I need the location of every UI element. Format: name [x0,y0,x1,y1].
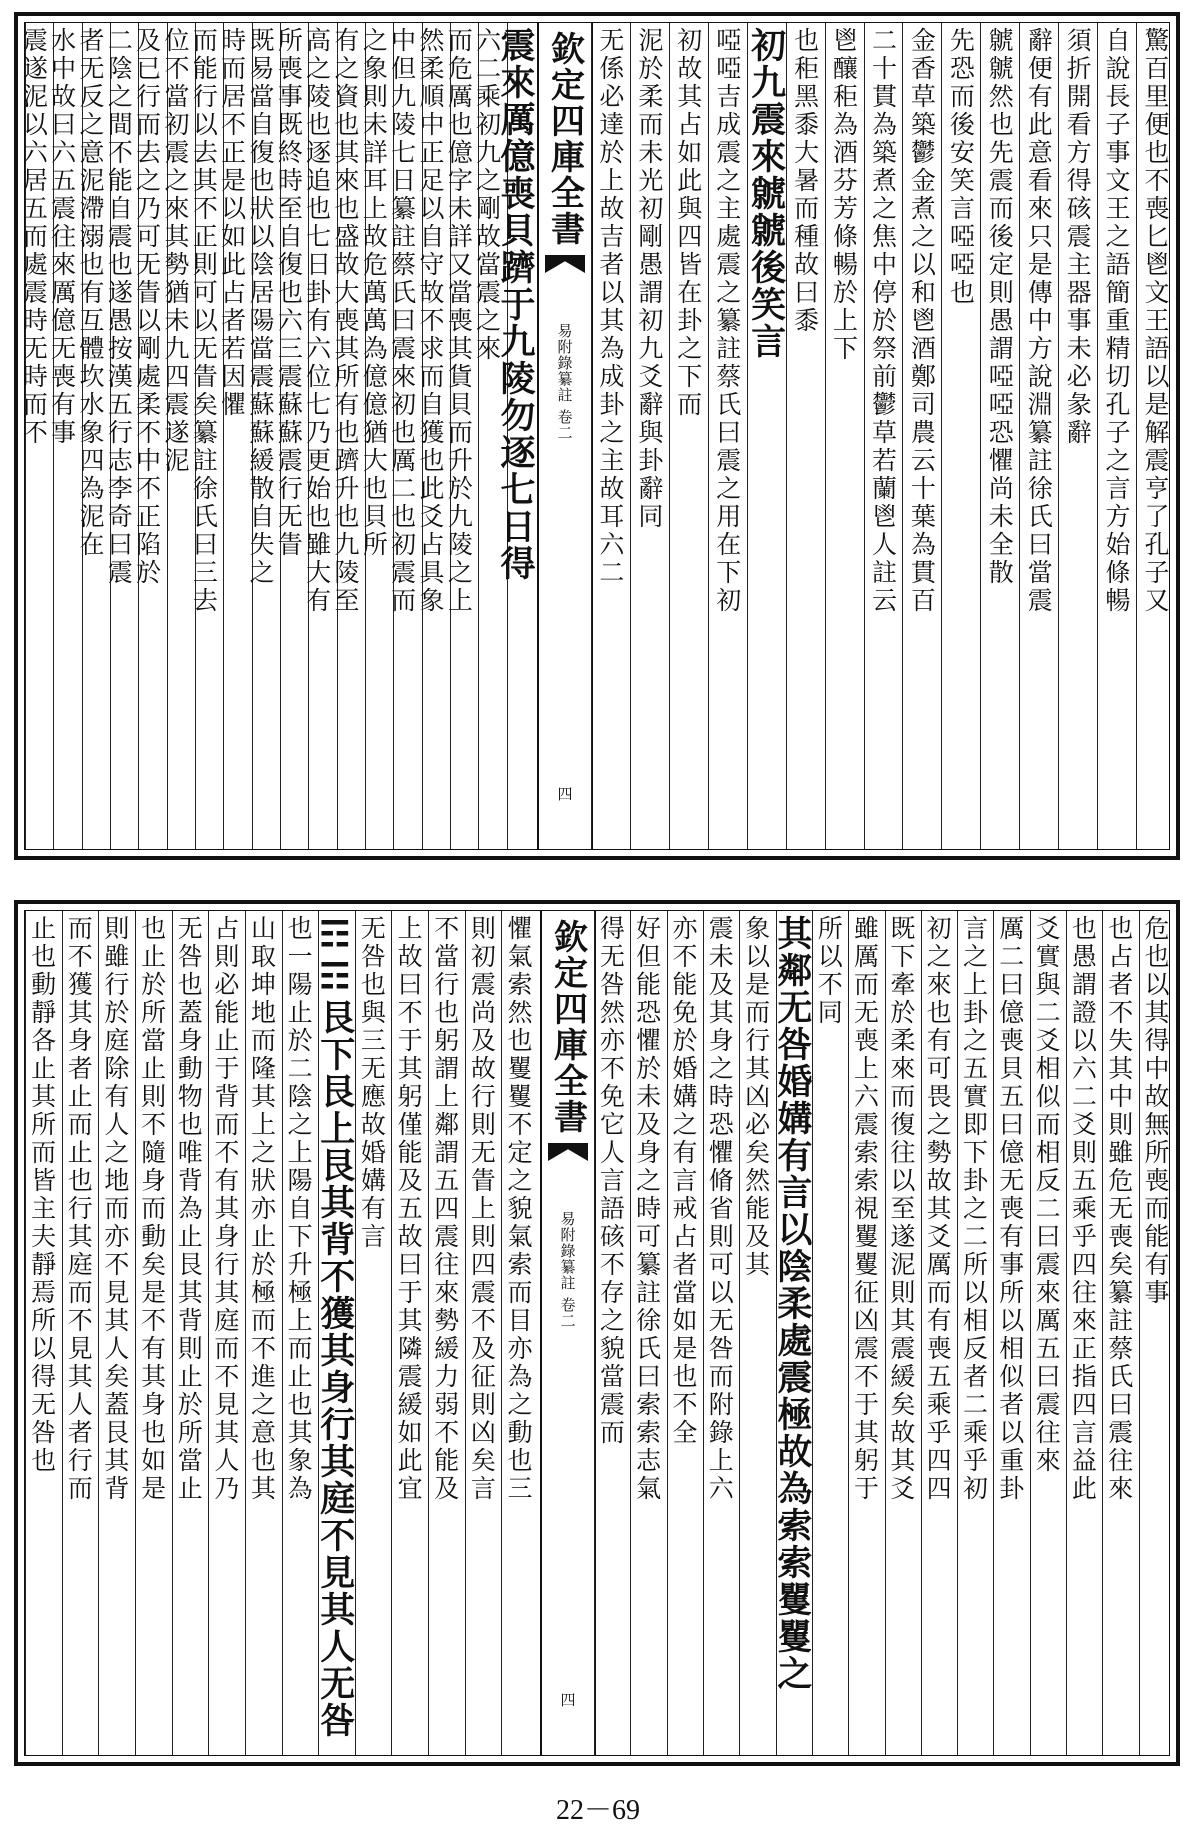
column-text: 懼氣索然也矍矍不定之貌氣索而目亦為之動也三 [503,915,533,1503]
spine-volume-note: 易附錄纂註 卷二 [558,1211,577,1329]
column-text: 虩虩然也先震而後定則愚謂啞啞恐懼尚未全散 [985,27,1015,587]
column-text: 震來厲億喪貝躋于九陵勿逐七日得 [494,27,536,582]
text-column [245,23,281,849]
text-column [864,23,904,849]
column-text: 啞啞吉成震之主處震之纂註蔡氏曰震之用在下初 [712,27,742,615]
column-text: 也一陽止於二陰之上陽自下升極上而止也其象為 [284,915,314,1503]
column-text: 厲二曰億喪貝五曰億无喪有事所以相似者以重卦 [995,915,1025,1503]
text-column [667,911,704,1755]
column-text: 无咎也蓋身動物也唯背為止艮其背則止於所當止 [174,915,204,1503]
text-column [630,23,670,849]
text-column [62,911,100,1755]
text-column [428,911,466,1755]
column-text: 既下牽於柔來而復往以至遂泥則其震緩矣故其爻 [886,915,916,1503]
column-text: 好但能恐懼於未及身之時可纂註徐氏曰索索志氣 [632,915,662,1503]
column-text: 止也動靜各止其所而皆主夫靜焉所以得无咎也 [27,915,57,1475]
text-column [885,911,922,1755]
top-spine [537,23,593,849]
page-footer-number: 22－69 [555,1795,640,1826]
text-column [104,23,139,849]
bottom-text-columns [25,911,1169,1755]
column-text: 而危厲也億字未詳又當喪其貨貝而升於九陵之上 [444,27,474,615]
text-column [848,911,885,1755]
column-text: 金香草築鬱金煮之以和鬯酒鄭司農云十葉為貫百 [907,27,937,615]
column-text: 者无反之意泥滯溺也有互體坎水象四為泥在 [75,27,105,559]
spine-volume-note: 易附錄纂註 卷二 [555,323,574,441]
column-text: 有之資也其來也盛故大喪其所有也躋升也九陵至 [330,27,360,615]
text-column [501,911,539,1755]
text-column [444,23,479,849]
text-column [465,911,503,1755]
text-column [1139,911,1176,1755]
column-text: 不當行也躬謂上鄰謂五四震往來勢緩力弱不能及 [430,915,460,1503]
text-column [47,23,82,849]
text-column [25,911,63,1755]
column-text: 水中故曰六五震往來厲億无喪有事 [47,27,77,447]
text-column [132,23,167,849]
text-column [771,911,813,1755]
column-text: 象以是而行其凶必矣然能及其 [741,915,771,1279]
column-text: 驚百里便也不喪匕鬯文王語以是解震亨了孔子又 [1140,27,1170,615]
text-column [1066,911,1103,1755]
column-text: 既易當自復也狀以陰居陽當震蘇蘇緩散自失之 [245,27,275,587]
text-column [594,911,631,1755]
column-text: 无係必達於上故吉者以其為成卦之主故耳六二 [595,27,625,587]
column-text: 其鄰无咎婚媾有言以陰柔處震極故為索索矍矍之 [771,915,813,1692]
column-text: 泥於柔而未光初剛愚謂初九爻辭與卦辭同 [634,27,664,531]
text-column [957,911,994,1755]
spine-title: 欽定四庫全書 [544,31,585,247]
text-column [330,23,366,849]
text-column [160,23,196,849]
text-column [1030,911,1067,1755]
text-column [274,23,309,849]
column-text: 二陰之間不能自震也遂愚按漢五行志李奇曰震 [104,27,134,587]
text-column [1136,23,1176,849]
column-text: 也愚謂證以六二爻則五乘乎四往來正指四言益此 [1068,915,1098,1503]
spine-page-number: 四 [558,1692,577,1707]
text-column [902,23,942,849]
fish-tail-ornament [545,255,585,273]
text-column [739,911,776,1755]
top-page-frame [14,12,1180,860]
text-column [1058,23,1098,849]
spine-title: 欽定四庫全書 [547,919,588,1135]
text-column [494,23,536,849]
text-column [630,911,667,1755]
column-text: 所喪事既終時至自復也六三震蘇蘇震行无眚 [274,27,304,559]
text-column [98,911,136,1755]
text-column [921,911,958,1755]
column-text: 鬯釀秬為酒芬芳條暢於上下 [829,27,859,363]
text-column [1102,911,1139,1755]
column-text: 之象則未詳耳上故危萬萬為億億猶大也貝所 [359,27,389,559]
column-text: 二十貫為築煮之焦中停於祭前鬱草若蘭鬯人註云 [868,27,898,615]
column-text: 亦不能免於婚媾之有言戒占者當如是也不全 [668,915,698,1447]
column-text: 辭便有此意看來只是傳中方說淵纂註徐氏曰當震 [1024,27,1054,615]
text-column [359,23,394,849]
column-text: 則初震尚及故行則无眚上則四震不及征則凶矣言 [467,915,497,1503]
text-column [208,911,246,1755]
text-column [980,23,1020,849]
text-column [786,23,826,849]
column-text: 初九震來虩虩後笑言 [745,27,787,360]
column-text: 得无咎然亦不免它人言語硋不存之貌當震而 [596,915,626,1447]
text-column [812,911,849,1755]
text-column [135,911,173,1755]
column-text: 須折開看方得硋震主器事未必彖辭 [1063,27,1093,447]
text-column [703,911,740,1755]
text-column [993,911,1030,1755]
text-column [825,23,865,849]
text-column [1019,23,1059,849]
text-column [314,911,356,1755]
text-column [245,911,283,1755]
text-column [355,911,393,1755]
column-text: 也秬黑黍大暑而種故曰黍 [790,27,820,335]
column-text: 无咎也與三无應故婚媾有言 [357,915,387,1251]
fish-tail-ornament [548,1143,588,1161]
text-column [591,23,631,849]
column-text: 先恐而後安笑言啞啞也 [946,27,976,307]
column-text: 上故曰不于其躬僅能及五故曰于其隣震緩如此宜 [394,915,424,1503]
text-column [172,911,210,1755]
column-text: 六二乘初九之剛故當震之來 [472,27,502,363]
column-text: 中但九陵七日纂註蔡氏曰震來初也厲二也初震而 [387,27,417,615]
text-column [472,23,507,849]
text-column [217,23,252,849]
text-column [1097,23,1137,849]
column-text: 初之來也有可畏之勢故其爻厲而有喪五乘乎四四 [923,915,953,1503]
top-page-border [19,22,1170,850]
column-text: 所以不同 [814,915,844,1027]
column-text: 時而居不正是以如此占者若因懼 [217,27,247,419]
text-column [189,23,224,849]
top-text-columns [19,23,1170,849]
bottom-spine [540,911,596,1755]
column-text: 則雖行於庭除有人之地而亦不見其人矣蓋艮其背 [100,915,130,1503]
text-column [19,23,54,849]
column-text: 占則必能止于背而不有其身行其庭而不見其人乃 [210,915,240,1503]
column-text: 及已行而去之乃可无眚以剛處柔不中不正陷於 [132,27,162,587]
text-column [75,23,111,849]
bottom-page-border [24,910,1170,1756]
text-column [669,23,709,849]
column-text: 言之上卦之五實即下卦之二所以相反者二乘乎初 [959,915,989,1503]
spine-page-number: 四 [555,786,574,801]
column-text: 危也以其得中故無所喪而能有事 [1141,915,1170,1307]
column-text: 而能行以去其不正則可以无眚矣纂註徐氏曰三去 [189,27,219,615]
column-text: 位不當初震之來其勢猶未九四震遂泥 [160,27,190,475]
column-text: 爻實與二爻相似而相反二曰震來厲五曰震往來 [1032,915,1062,1475]
column-text: 也占者不失其中則雖危无喪矣纂註蔡氏曰震往來 [1104,915,1134,1503]
text-column [415,23,451,849]
column-text: 山取坤地而隆其上之狀亦止於極而不進之意也其 [247,915,277,1503]
text-column [387,23,422,849]
text-column [747,23,787,849]
column-text: 高之陵也逐追也七日卦有六位七乃更始也雖大有 [302,27,332,615]
column-text: 也止於所當止則不隨身而動矣是不有其身也如是 [137,915,167,1503]
column-text: 初故其占如此與四皆在卦之下而 [673,27,703,419]
text-column [302,23,337,849]
text-column [941,23,981,849]
column-text: 自說長子事文王之語簡重精切孔子之言方始條暢 [1102,27,1132,615]
text-column [282,911,320,1755]
text-column [391,911,429,1755]
column-text: 然柔順中正足以自守故不求而自獲也此爻占具象 [415,27,445,615]
column-text: 震遂泥以六居五而處震時无時而不 [19,27,49,447]
column-text: ☶☶艮下艮上艮其背不獲其身行其庭不見其人无咎 [314,915,356,1739]
text-column [708,23,748,849]
bottom-page-frame [14,900,1180,1766]
column-text: 而不獲其身者止而止也行其庭而不見其人者行而 [64,915,94,1503]
column-text: 雖厲而无喪上六震索索視矍矍征凶震不于其躬于 [850,915,880,1503]
column-text: 震未及其身之時恐懼脩省則可以无咎而附錄上六 [705,915,735,1503]
